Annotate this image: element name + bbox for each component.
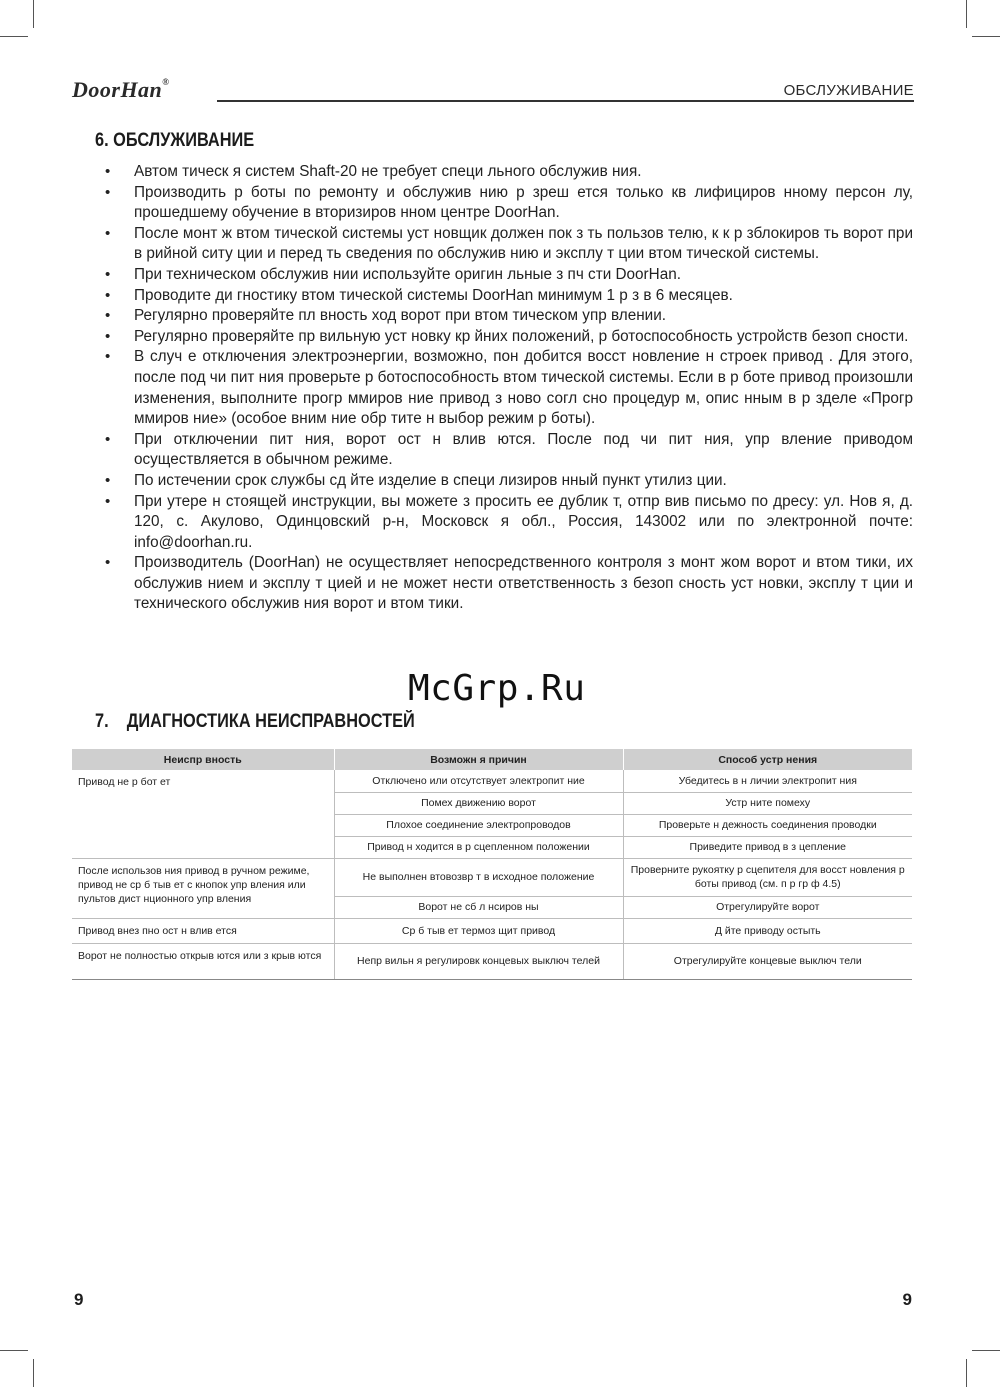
list-item: • После монт ж втом тической системы уст новщик должен пок з ть пользов телю, к к р зблокиров ть ворот при в рийной ситу ции и перед ть сведения по обслужив нию и эксплу т ции втом тической системы.	[100, 224, 913, 265]
header-section-label: ОБСЛУЖИВАНИЕ	[783, 82, 914, 99]
fault-cell: Ворот не полностью открыв ются или з крыв ются	[72, 943, 334, 979]
page-number-left: 9	[74, 1290, 84, 1309]
section-6-title: 6. ОБСЛУЖИВАНИЕ	[95, 130, 255, 151]
remedy-cell: Приведите привод в з цепление	[623, 836, 912, 858]
list-item: • Регулярно проверяйте пр вильную уст новку кр йних положений, р ботоспособность устройств безоп сности.	[100, 327, 913, 348]
remedy-cell: Д йте приводу остыть	[623, 918, 912, 943]
list-item: • Производитель (DoorHan) не осуществляет непосредственного контроля з монт жом ворот и втом тики, их обслужив нием и эксплу т цией и не может нести ответственность з безоп сность уст новки, эксплу т ции и технического обслужив ния ворот и втом тики.	[100, 553, 913, 615]
maintenance-list	[100, 162, 913, 615]
table-row	[72, 770, 912, 792]
crop-mark	[0, 1350, 28, 1351]
page-header	[72, 76, 914, 104]
crop-mark	[0, 36, 28, 37]
crop-mark	[966, 1359, 967, 1387]
remedy-cell: Устр ните помеху	[623, 792, 912, 814]
column-header-cause: Возможн я причин	[334, 749, 623, 770]
list-item: • Производить р боты по ремонту и обслужив нию р зреш ется только кв лифициров нному персон лу, прошедшему обучение в вторизиров нном центре DoorHan.	[100, 183, 913, 224]
brand-logo-text: DoorHan	[72, 77, 163, 102]
cause-cell: Ср б тыв ет термоз щит привод	[334, 918, 623, 943]
table-header-row	[72, 749, 912, 770]
column-header-fault: Неиспр вность	[72, 749, 334, 770]
list-item: • При утере н стоящей инструкции, вы можете з просить ее дублик т, отпр вив письмо по дресу: ул. Нов я, д. 120, с. Акулово, Одинцовский р-н, Московск я обл., Россия, 143002 или по электронной почте: info@doorhan.ru.	[100, 492, 913, 554]
remedy-cell: Отрегулируйте концевые выключ тели	[623, 943, 912, 979]
cause-cell: Плохое соединение электропроводов	[334, 814, 623, 836]
page-number-right: 9	[902, 1290, 912, 1309]
table-row	[72, 943, 912, 979]
crop-mark	[33, 0, 34, 28]
cause-cell: Отключено или отсутствует электропит ние	[334, 770, 623, 792]
crop-mark	[972, 36, 1000, 37]
cause-cell: Не выполнен втовозвр т в исходное положение	[334, 858, 623, 896]
list-item: • При отключении пит ния, ворот ост н влив ются. После под чи пит ния, упр вление приводом осуществляется в обычном режиме.	[100, 430, 913, 471]
cause-cell: Ворот не сб л нсиров ны	[334, 896, 623, 918]
brand-logo: DoorHan®	[72, 77, 170, 102]
remedy-cell: Проверьте н дежность соединения проводки	[623, 814, 912, 836]
cause-cell: Непр вильн я регулировк концевых выключ телей	[334, 943, 623, 979]
column-header-remedy: Способ устр нения	[623, 749, 912, 770]
remedy-cell: Отрегулируйте ворот	[623, 896, 912, 918]
list-item: • Автом тическ я систем Shaft-20 не требует специ льного обслужив ния.	[100, 162, 913, 183]
fault-cell: Привод внез пно ост н влив ется	[72, 918, 334, 943]
fault-cell: После использов ния привод в ручном режиме, привод не ср б тыв ет с кнопок упр вления или пультов дист нционного упр вления	[72, 858, 334, 918]
watermark: McGrp.Ru	[408, 668, 586, 709]
remedy-cell: Убедитесь в н личии электропит ния	[623, 770, 912, 792]
table-row	[72, 858, 912, 896]
cause-cell: Привод н ходится в р сцепленном положении	[334, 836, 623, 858]
list-item: • В случ е отключения электроэнергии, возможно, пон добится восст новление н строек привод . Для этого, после под чи пит ния проверьте р ботоспособность втом тической системы. Если в р боте привод произошли изменения, выполните прогр ммиров ние привод з ново согл сно процедур м, опис нным в р зделе «Прогр ммиров ние» (особое вним ние обр тите н выбор режим р боты).	[100, 347, 913, 429]
table-row	[72, 918, 912, 943]
fault-cell: Привод не р бот ет	[72, 770, 334, 858]
list-item: • Проводите ди гностику втом тической системы DoorHan минимум 1 р з в 6 месяцев.	[100, 286, 913, 307]
crop-mark	[966, 0, 967, 28]
crop-mark	[33, 1359, 34, 1387]
diagnostics-table	[72, 749, 912, 980]
list-item: • При техническом обслужив нии используйте оригин льные з пч сти DoorHan.	[100, 265, 913, 286]
section-7-title: 7. ДИАГНОСТИКА НЕИСПРАВНОСТЕЙ	[95, 711, 415, 732]
remedy-cell: Проверните рукоятку р сцепителя для восст новления р боты привод (см. п р гр ф 4.5)	[623, 858, 912, 896]
header-rule	[217, 100, 914, 102]
cause-cell: Помех движению ворот	[334, 792, 623, 814]
list-item: • Регулярно проверяйте пл вность ход ворот при втом тическом упр влении.	[100, 306, 913, 327]
crop-mark	[972, 1350, 1000, 1351]
list-item: • По истечении срок службы сд йте изделие в специ лизиров нный пункт утилиз ции.	[100, 471, 913, 492]
